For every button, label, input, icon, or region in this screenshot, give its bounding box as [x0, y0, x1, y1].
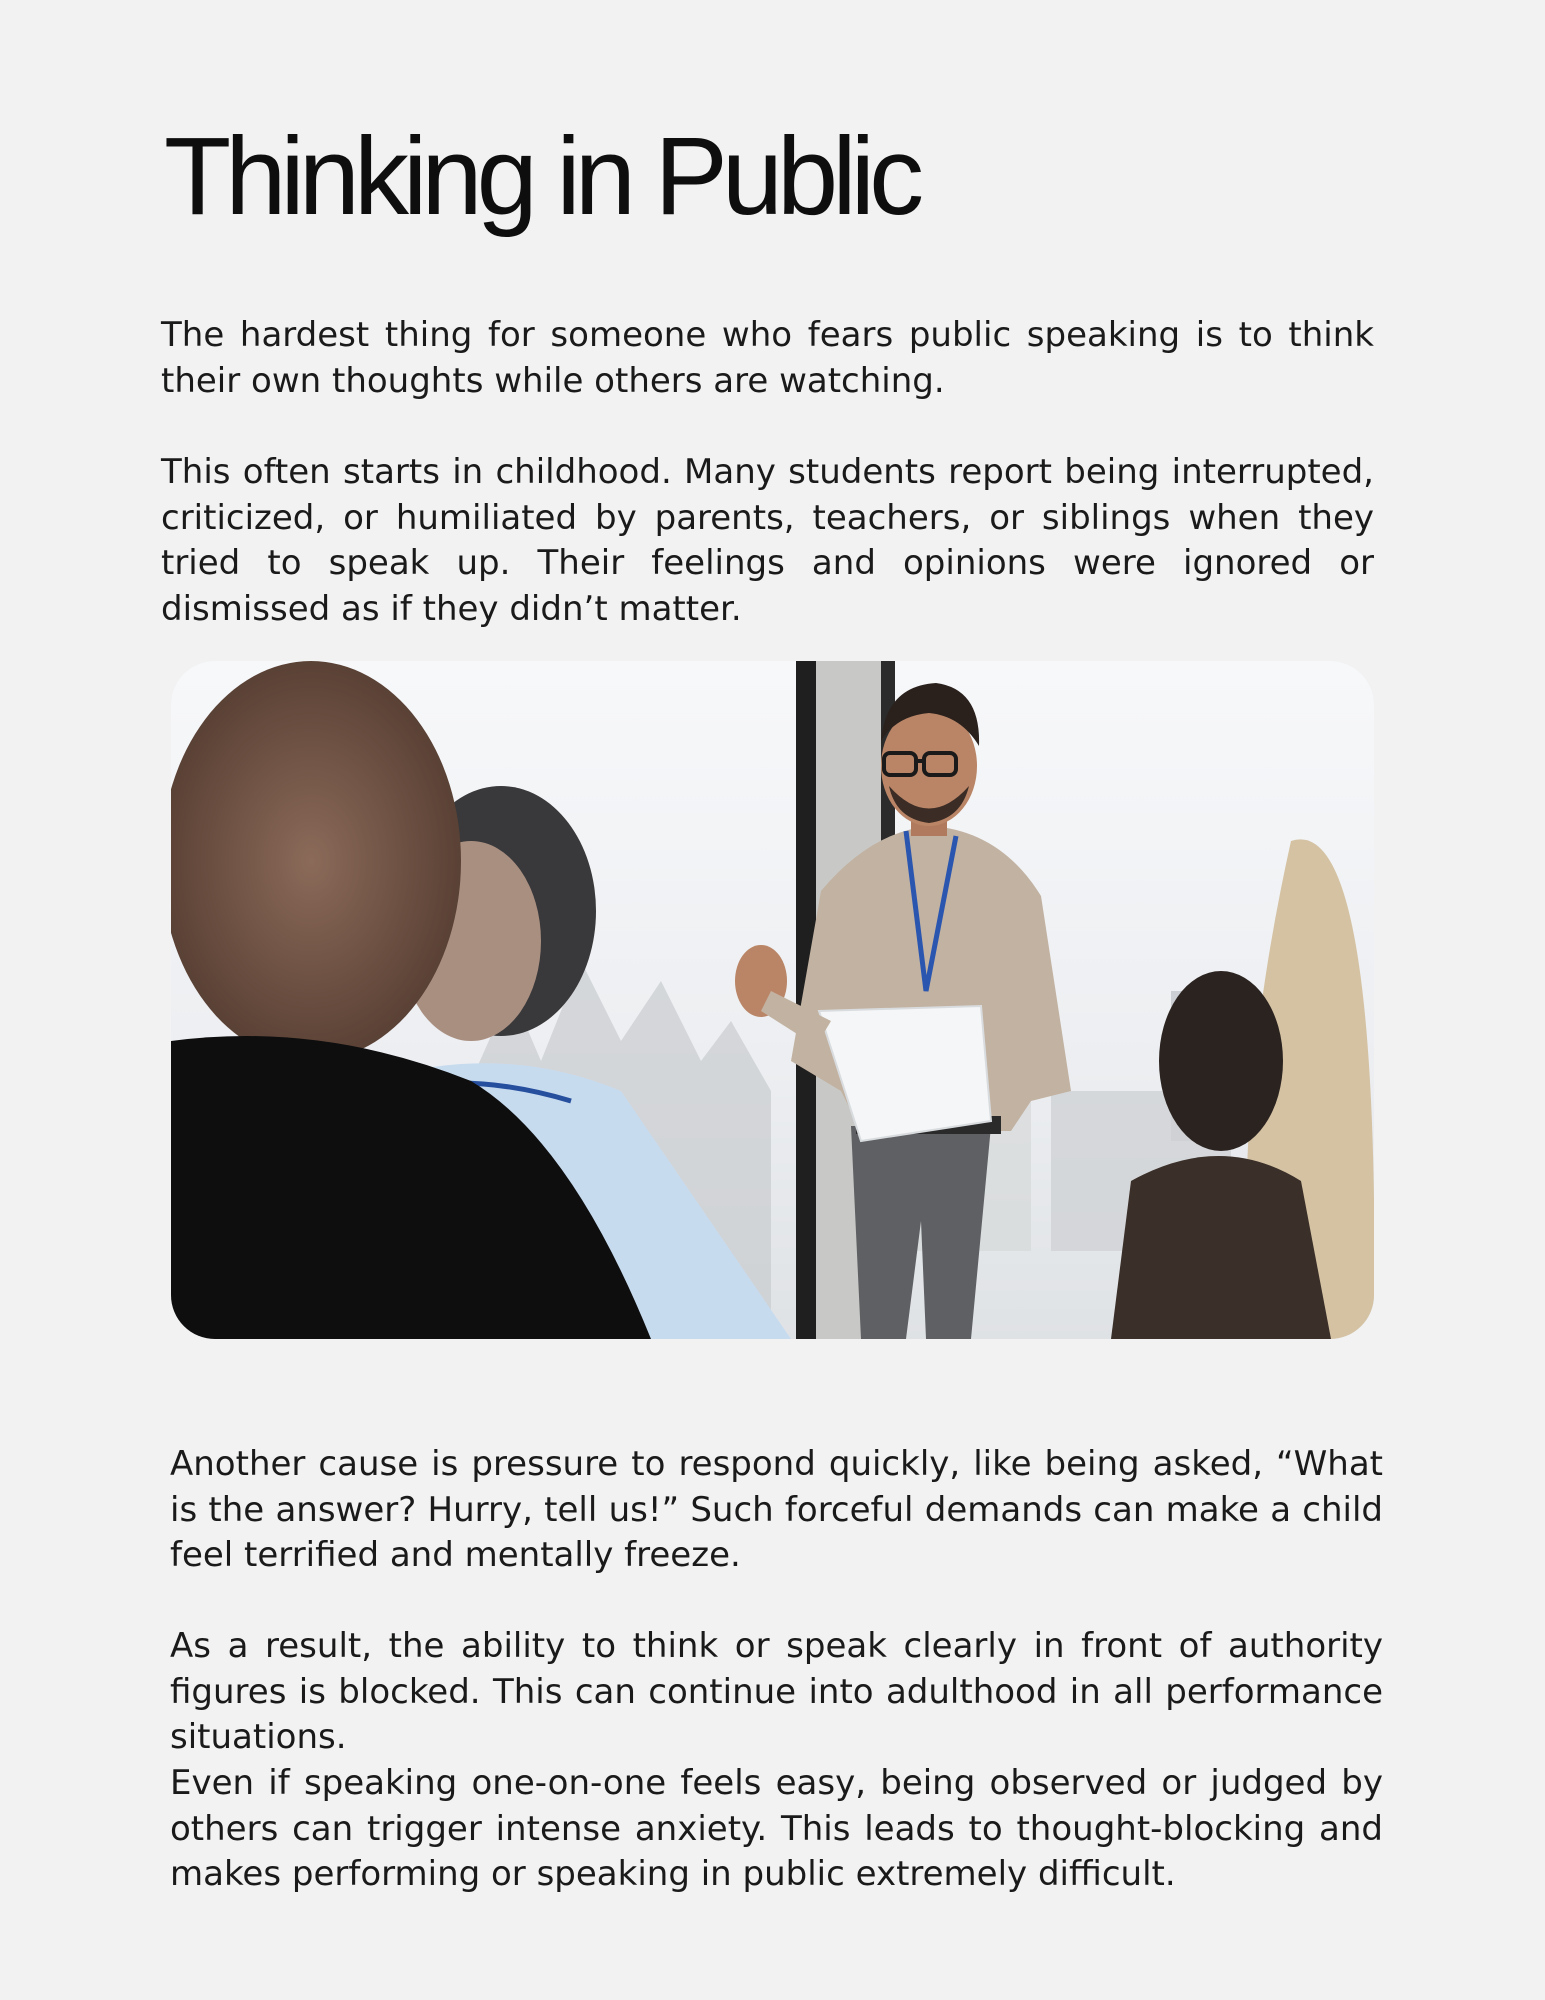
paragraph-anxiety: Even if speaking one-on-one feels easy, being observed or judged by others can trigger intense anxiety. This leads to thought-blocking and makes performing or speaking in public extremely difficult.	[170, 1763, 1383, 1894]
paragraph-intro: The hardest thing for someone who fears public speaking is to think their own thoughts while others are watching.	[161, 315, 1374, 401]
presentation-photo	[171, 661, 1374, 1339]
paragraph-result: As a result, the ability to think or speak clearly in front of authority figures is blocked. This can continue into adulthood in all performance situations.	[170, 1626, 1383, 1757]
page-title: Thinking in Public	[164, 115, 919, 238]
paragraph-childhood: This often starts in childhood. Many students report being interrupted, criticized, or humiliated by parents, teachers, or siblings when they tried to speak up. Their feelings and opinions were ignored or dismissed as if they didn’t matter.	[161, 452, 1374, 629]
paragraph-pressure: Another cause is pressure to respond quickly, like being asked, “What is the answer? Hurry, tell us!” Such forceful demands can make a child feel terrified and mentally freeze.	[170, 1444, 1383, 1575]
